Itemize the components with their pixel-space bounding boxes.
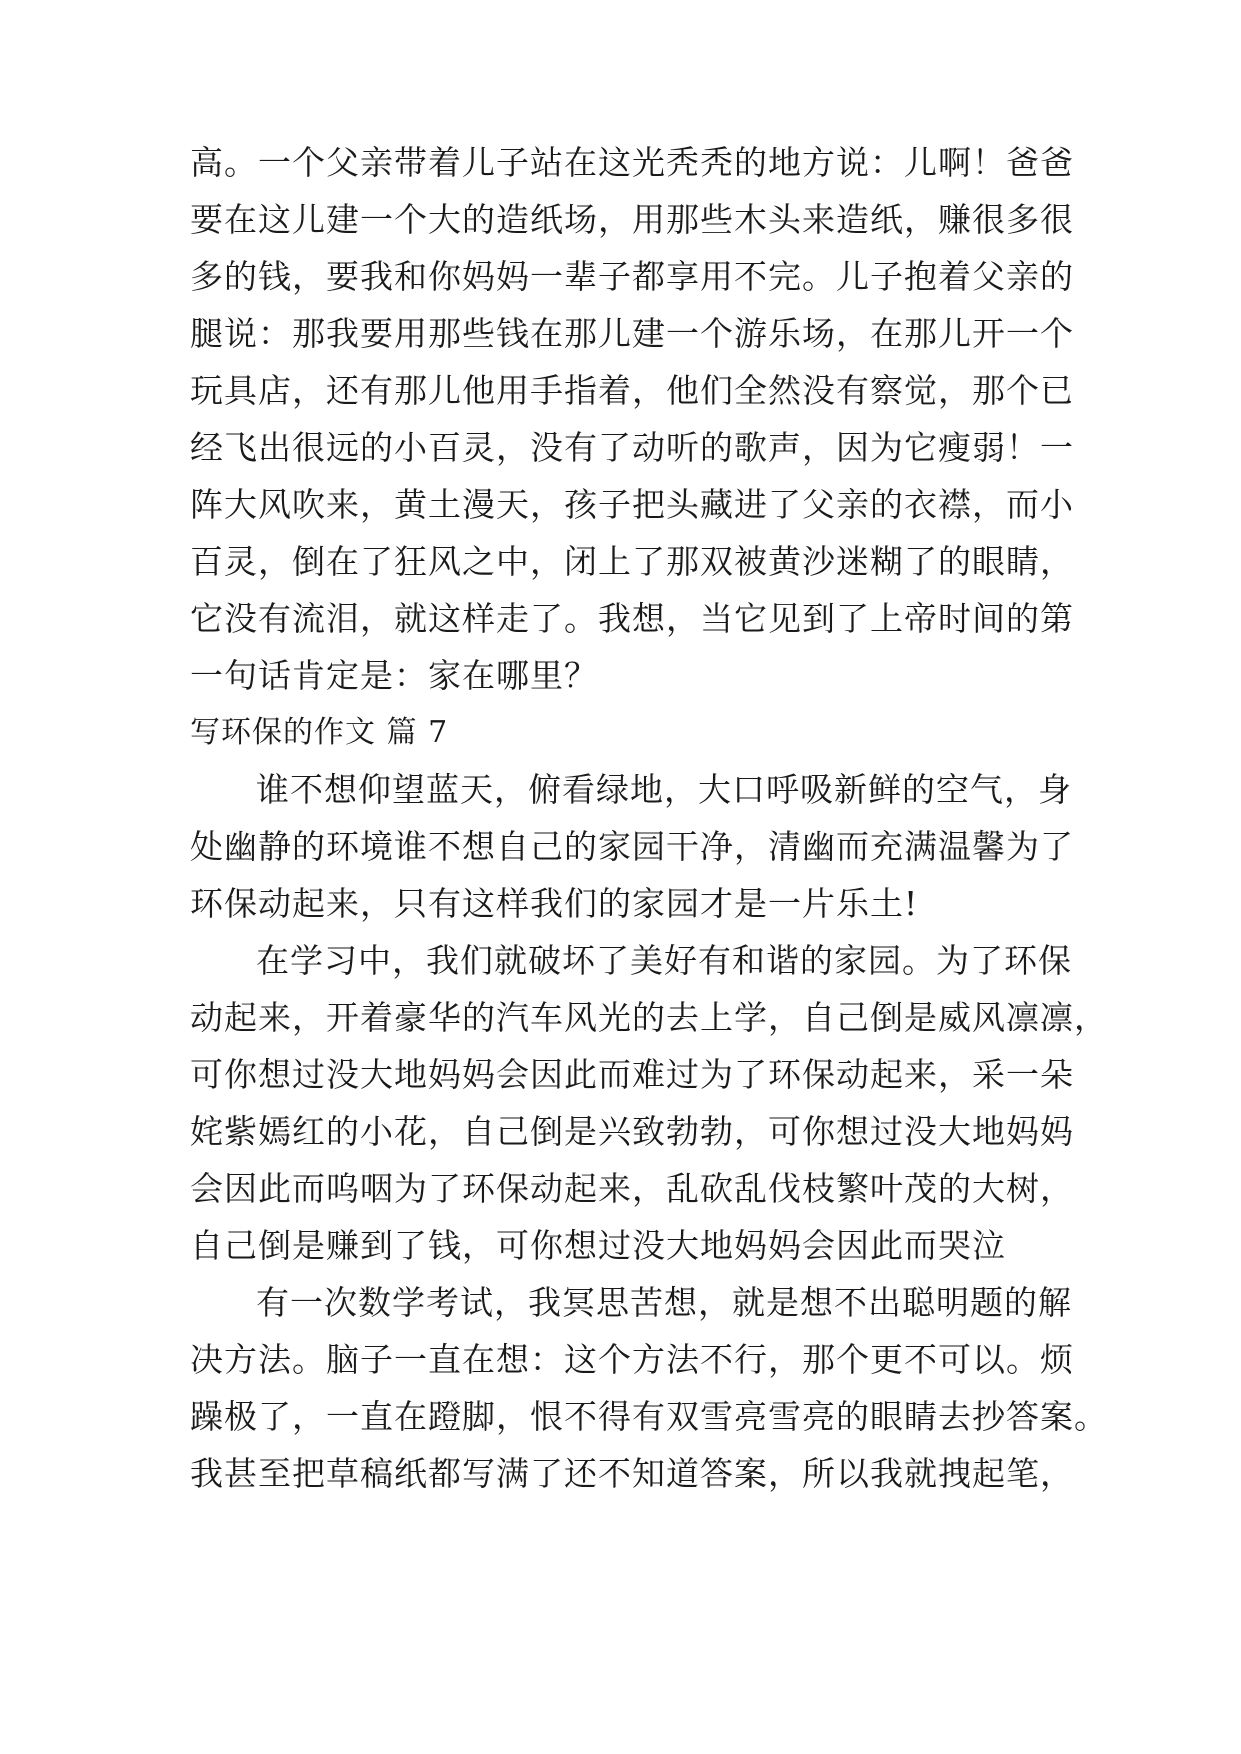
text-line: 阵大风吹来，黄土漫天，孩子把头藏进了父亲的衣襟，而小	[190, 485, 1074, 524]
text-line: 百灵，倒在了狂风之中，闭上了那双被黄沙迷糊了的眼睛，	[190, 542, 1074, 581]
text-line: 一句话肯定是：家在哪里？	[190, 656, 598, 695]
text-line: 躁极了，一直在蹬脚，恨不得有双雪亮雪亮的眼睛去抄答案。	[190, 1397, 1108, 1436]
text-line: 玩具店，还有那儿他用手指着，他们全然没有察觉，那个已	[190, 371, 1074, 410]
text-line: 决方法。脑子一直在想：这个方法不行，那个更不可以。烦	[190, 1340, 1074, 1379]
text-line: 要在这儿建一个大的造纸场，用那些木头来造纸，赚很多很	[190, 200, 1074, 239]
text-line: 腿说：那我要用那些钱在那儿建一个游乐场，在那儿开一个	[190, 314, 1074, 353]
text-line: 环保动起来，只有这样我们的家园才是一片乐土!	[190, 884, 919, 923]
text-line: 动起来，开着豪华的汽车风光的去上学，自己倒是威风凛凛，	[190, 998, 1108, 1037]
text-line: 在学习中，我们就破坏了美好有和谐的家园。为了环保	[256, 941, 1072, 980]
text-line: 谁不想仰望蓝天，俯看绿地，大口呼吸新鲜的空气，身	[256, 770, 1072, 809]
text-line: 可你想过没大地妈妈会因此而难过为了环保动起来，采一朵	[190, 1055, 1074, 1094]
text-line: 姹紫嫣红的小花，自己倒是兴致勃勃，可你想过没大地妈妈	[190, 1112, 1074, 1151]
text-line: 有一次数学考试，我冥思苦想，就是想不出聪明题的解	[256, 1283, 1072, 1322]
text-line: 处幽静的环境谁不想自己的家园干净，清幽而充满温馨为了	[190, 827, 1074, 866]
text-line: 我甚至把草稿纸都写满了还不知道答案，所以我就拽起笔，	[190, 1454, 1074, 1493]
text-line: 会因此而呜咽为了环保动起来，乱砍乱伐枝繁叶茂的大树，	[190, 1169, 1074, 1208]
section-heading: 写环保的作文 篇 7	[190, 715, 449, 750]
text-line: 它没有流泪，就这样走了。我想，当它见到了上帝时间的第	[190, 599, 1074, 638]
text-line: 高。一个父亲带着儿子站在这光秃秃的地方说：儿啊！爸爸	[190, 143, 1074, 182]
text-line: 经飞出很远的小百灵，没有了动听的歌声，因为它瘦弱！一	[190, 428, 1074, 467]
text-line: 多的钱，要我和你妈妈一辈子都享用不完。儿子抱着父亲的	[190, 257, 1074, 296]
text-line: 自己倒是赚到了钱，可你想过没大地妈妈会因此而哭泣	[190, 1226, 1006, 1265]
